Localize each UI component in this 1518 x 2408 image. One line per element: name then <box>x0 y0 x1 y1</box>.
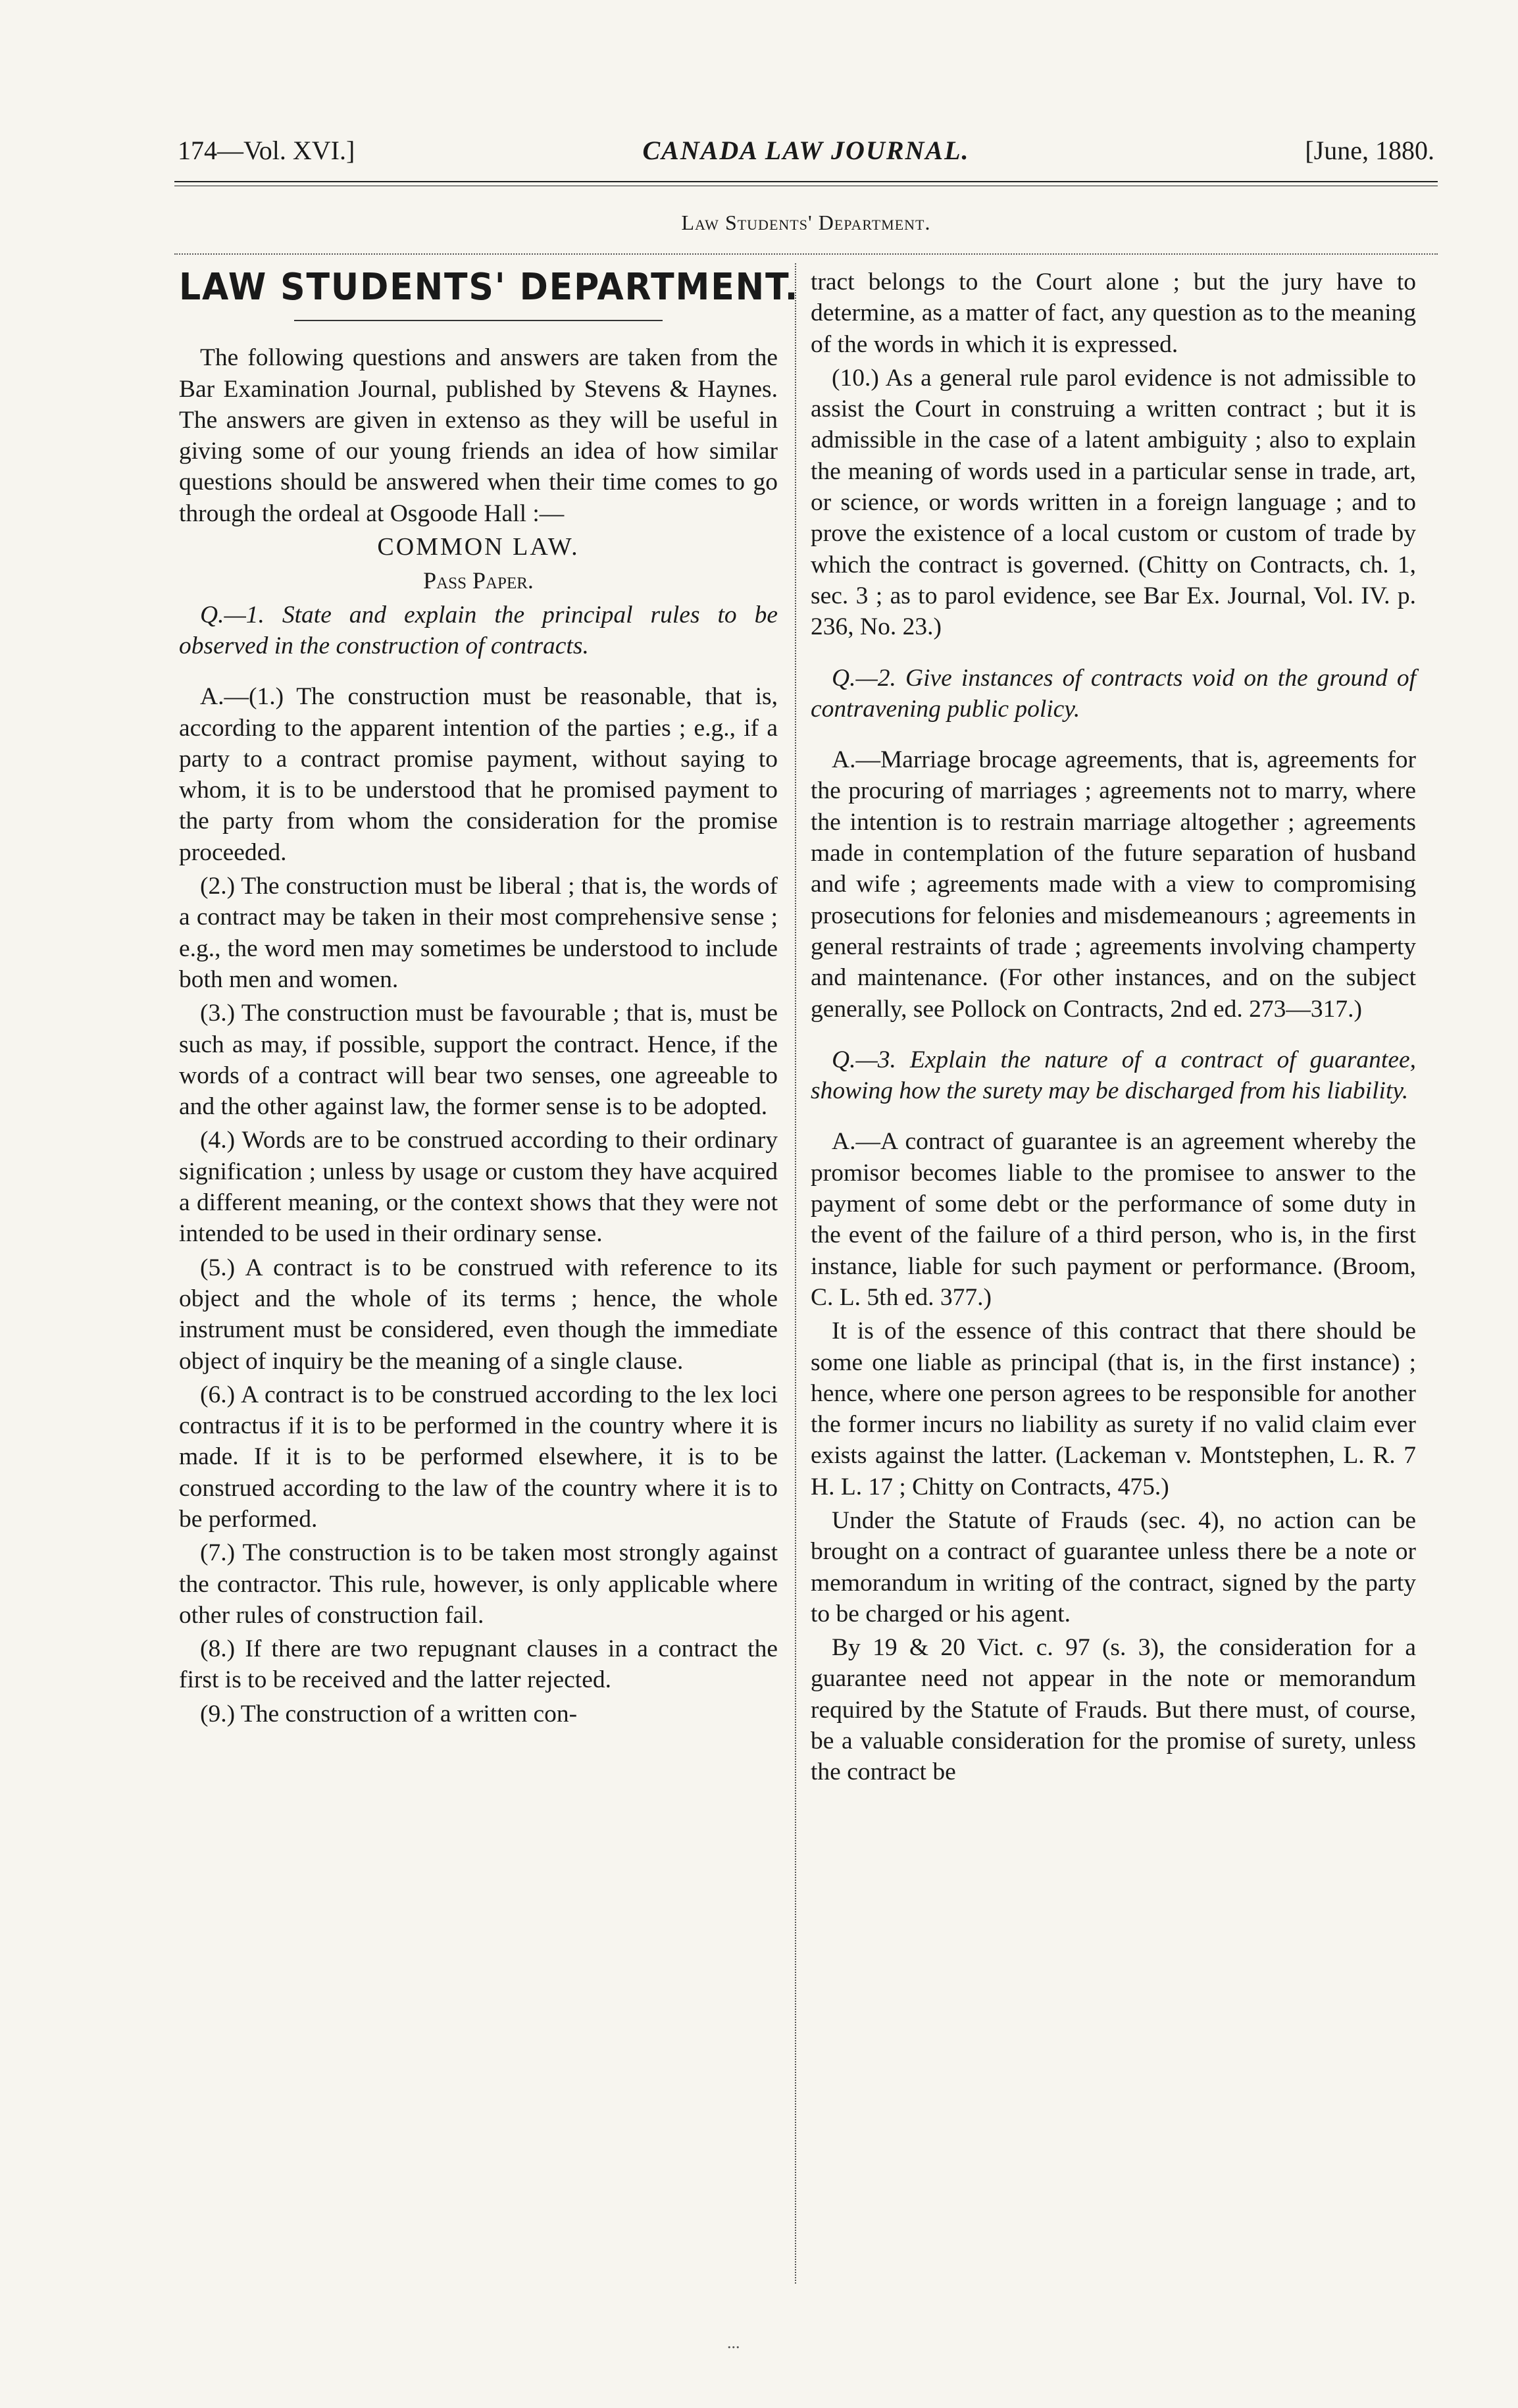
answer-1-rule-4: (4.) Words are to be construed according to their ordinary signification ; unless by usage or custom they have acquired a different meaning, or the context shows that they were not intended to be used in their ordinary sense. <box>179 1127 778 1248</box>
running-head: Law Students' Department. <box>681 211 931 234</box>
answer-1-rule-2: (2.) The construction must be liberal ; that is, the words of a contract may be taken in their most comprehensive sense ; e.g., the word men may sometimes be understood to include both men and women. <box>179 873 778 993</box>
title-rule <box>294 320 663 321</box>
question-2: Q.—2. Give instances of contracts void on the ground of contravening public policy. <box>811 664 1416 723</box>
answer-1-rule-3: (3.) The construction must be favourable ; that is, must be such as may, if possible, support the contract. Hence, if the words of a contract will bear two senses, one agreeable to and the other against law, the former sense is to be adopted. <box>179 1000 778 1121</box>
journal-title: CANADA LAW JOURNAL. <box>642 136 970 165</box>
intro-paragraph: The following questions and answers are taken from the Bar Examination Journal, published by Stevens & Haynes. The answers are given in extenso as they will be useful in giving some of our young friends an idea of how similar questions should be answered when their time comes to go through the ordeal at Osgoode Hall :— <box>179 344 778 527</box>
answer-3-paragraph-1: A.—A contract of guarantee is an agreement whereby the promisor becomes liable to the promisee to answer to the payment of some debt or the performance of some duty in the event of the failure of a third person, who is, in the first instance, liable for such payment or performance. (Broom, C. L. 5th ed. 377.) <box>811 1128 1416 1311</box>
answer-1-rule-1: A.—(1.) The construction must be reasonable, that is, according to the apparent intention of the parties ; e.g., if a party to a contract promise payment, without saying to whom, it is to be understood that he promised payment to the party from whom the consideration for the promise proceeded. <box>179 683 778 866</box>
running-head-rule <box>174 253 1438 255</box>
answer-3-paragraph-4: By 19 & 20 Vict. c. 97 (s. 3), the consideration for a guarantee need not appear in the note or memorandum required by the Statute of Frauds. But there must, of course, be a valuable consideration for the promise of surety, unless the contract be <box>811 1634 1416 1786</box>
question-1: Q.—1. State and explain the principal rules to be observed in the construction of contracts. <box>179 601 778 659</box>
issue-date: [June, 1880. <box>1305 136 1434 165</box>
footer-mark: ... <box>727 2333 740 2352</box>
answer-1-rule-6: (6.) A contract is to be construed according to the lex loci contractus if it is to be performed in the country where it is made. If it is to be performed elsewhere, it is to be construed according to the law of the country where it is to be performed. <box>179 1381 778 1533</box>
right-column <box>811 267 1416 1791</box>
continued-paragraph: tract belongs to the Court alone ; but the jury have to determine, as a matter of fact, any question as to the meaning of the words in which it is expressed. <box>811 269 1416 358</box>
answer-1-rule-10: (10.) As a general rule parol evidence is not admissible to assist the Court in construing a written contract ; but it is admissible in the case of a latent ambiguity ; also to explain the meaning of words used in a particular sense in trade, art, or science, or words written in a foreign language ; and to prove the existence of a local custom or custom of trade by which the contract is governed. (Chitty on Contracts, ch. 1, sec. 3 ; as to parol evidence, see Bar Ex. Journal, Vol. IV. p. 236, No. 23.) <box>811 364 1416 641</box>
column-divider <box>795 263 796 2284</box>
question-3: Q.—3. Explain the nature of a contract of guarantee, showing how the surety may be discharged from his liability. <box>811 1046 1416 1105</box>
page-number-volume: 174—Vol. XVI.] <box>178 136 355 165</box>
answer-3-paragraph-2: It is of the essence of this contract that there should be some one liable as principal (that is, in the first instance) ; hence, where one person agrees to be responsible for another the former incurs no liability as surety if no valid claim ever exists against the latter. (Lackeman v. Montstephen, L. R. 7 H. L. 17 ; Chitty on Contracts, 475.) <box>811 1318 1416 1500</box>
page-header <box>178 135 1434 174</box>
answer-1-rule-5: (5.) A contract is to be construed with reference to its object and the whole of its terms ; hence, the whole instrument must be considered, even though the immediate object of inquiry be the meaning of a single clause. <box>179 1254 778 1375</box>
heading-pass-paper: Pass Paper. <box>423 567 534 594</box>
left-column <box>179 266 799 1732</box>
section-title: LAW STUDENTS' DEPARTMENT. <box>179 266 799 309</box>
answer-2: A.—Marriage brocage agreements, that is, agreements for the procuring of marriages ; agreements not to marry, where the intention is to restrain marriage altogether ; agreements made in contemplation of the future separation of husband and wife ; agreements made with a view to compromising prosecutions for felonies and misdemeanours ; agreements in general restraints of trade ; agreements involving champerty and maintenance. (For other instances, and on the subject generally, see Pollock on Contracts, 2nd ed. 273—317.) <box>811 746 1416 1023</box>
header-rule <box>174 181 1438 182</box>
heading-common-law: COMMON LAW. <box>377 533 580 561</box>
answer-1-rule-7: (7.) The construction is to be taken most strongly against the contractor. This rule, however, is only applicable where other rules of construction fail. <box>179 1539 778 1629</box>
answer-1-rule-9: (9.) The construction of a written con- <box>200 1700 578 1728</box>
answer-3-paragraph-3: Under the Statute of Frauds (sec. 4), no action can be brought on a contract of guarantee unless there be a note or memorandum in writing of the contract, signed by the party to be charged or his agent. <box>811 1506 1416 1627</box>
answer-1-rule-8: (8.) If there are two repugnant clauses in a contract the first is to be received and the latter rejected. <box>179 1635 778 1694</box>
